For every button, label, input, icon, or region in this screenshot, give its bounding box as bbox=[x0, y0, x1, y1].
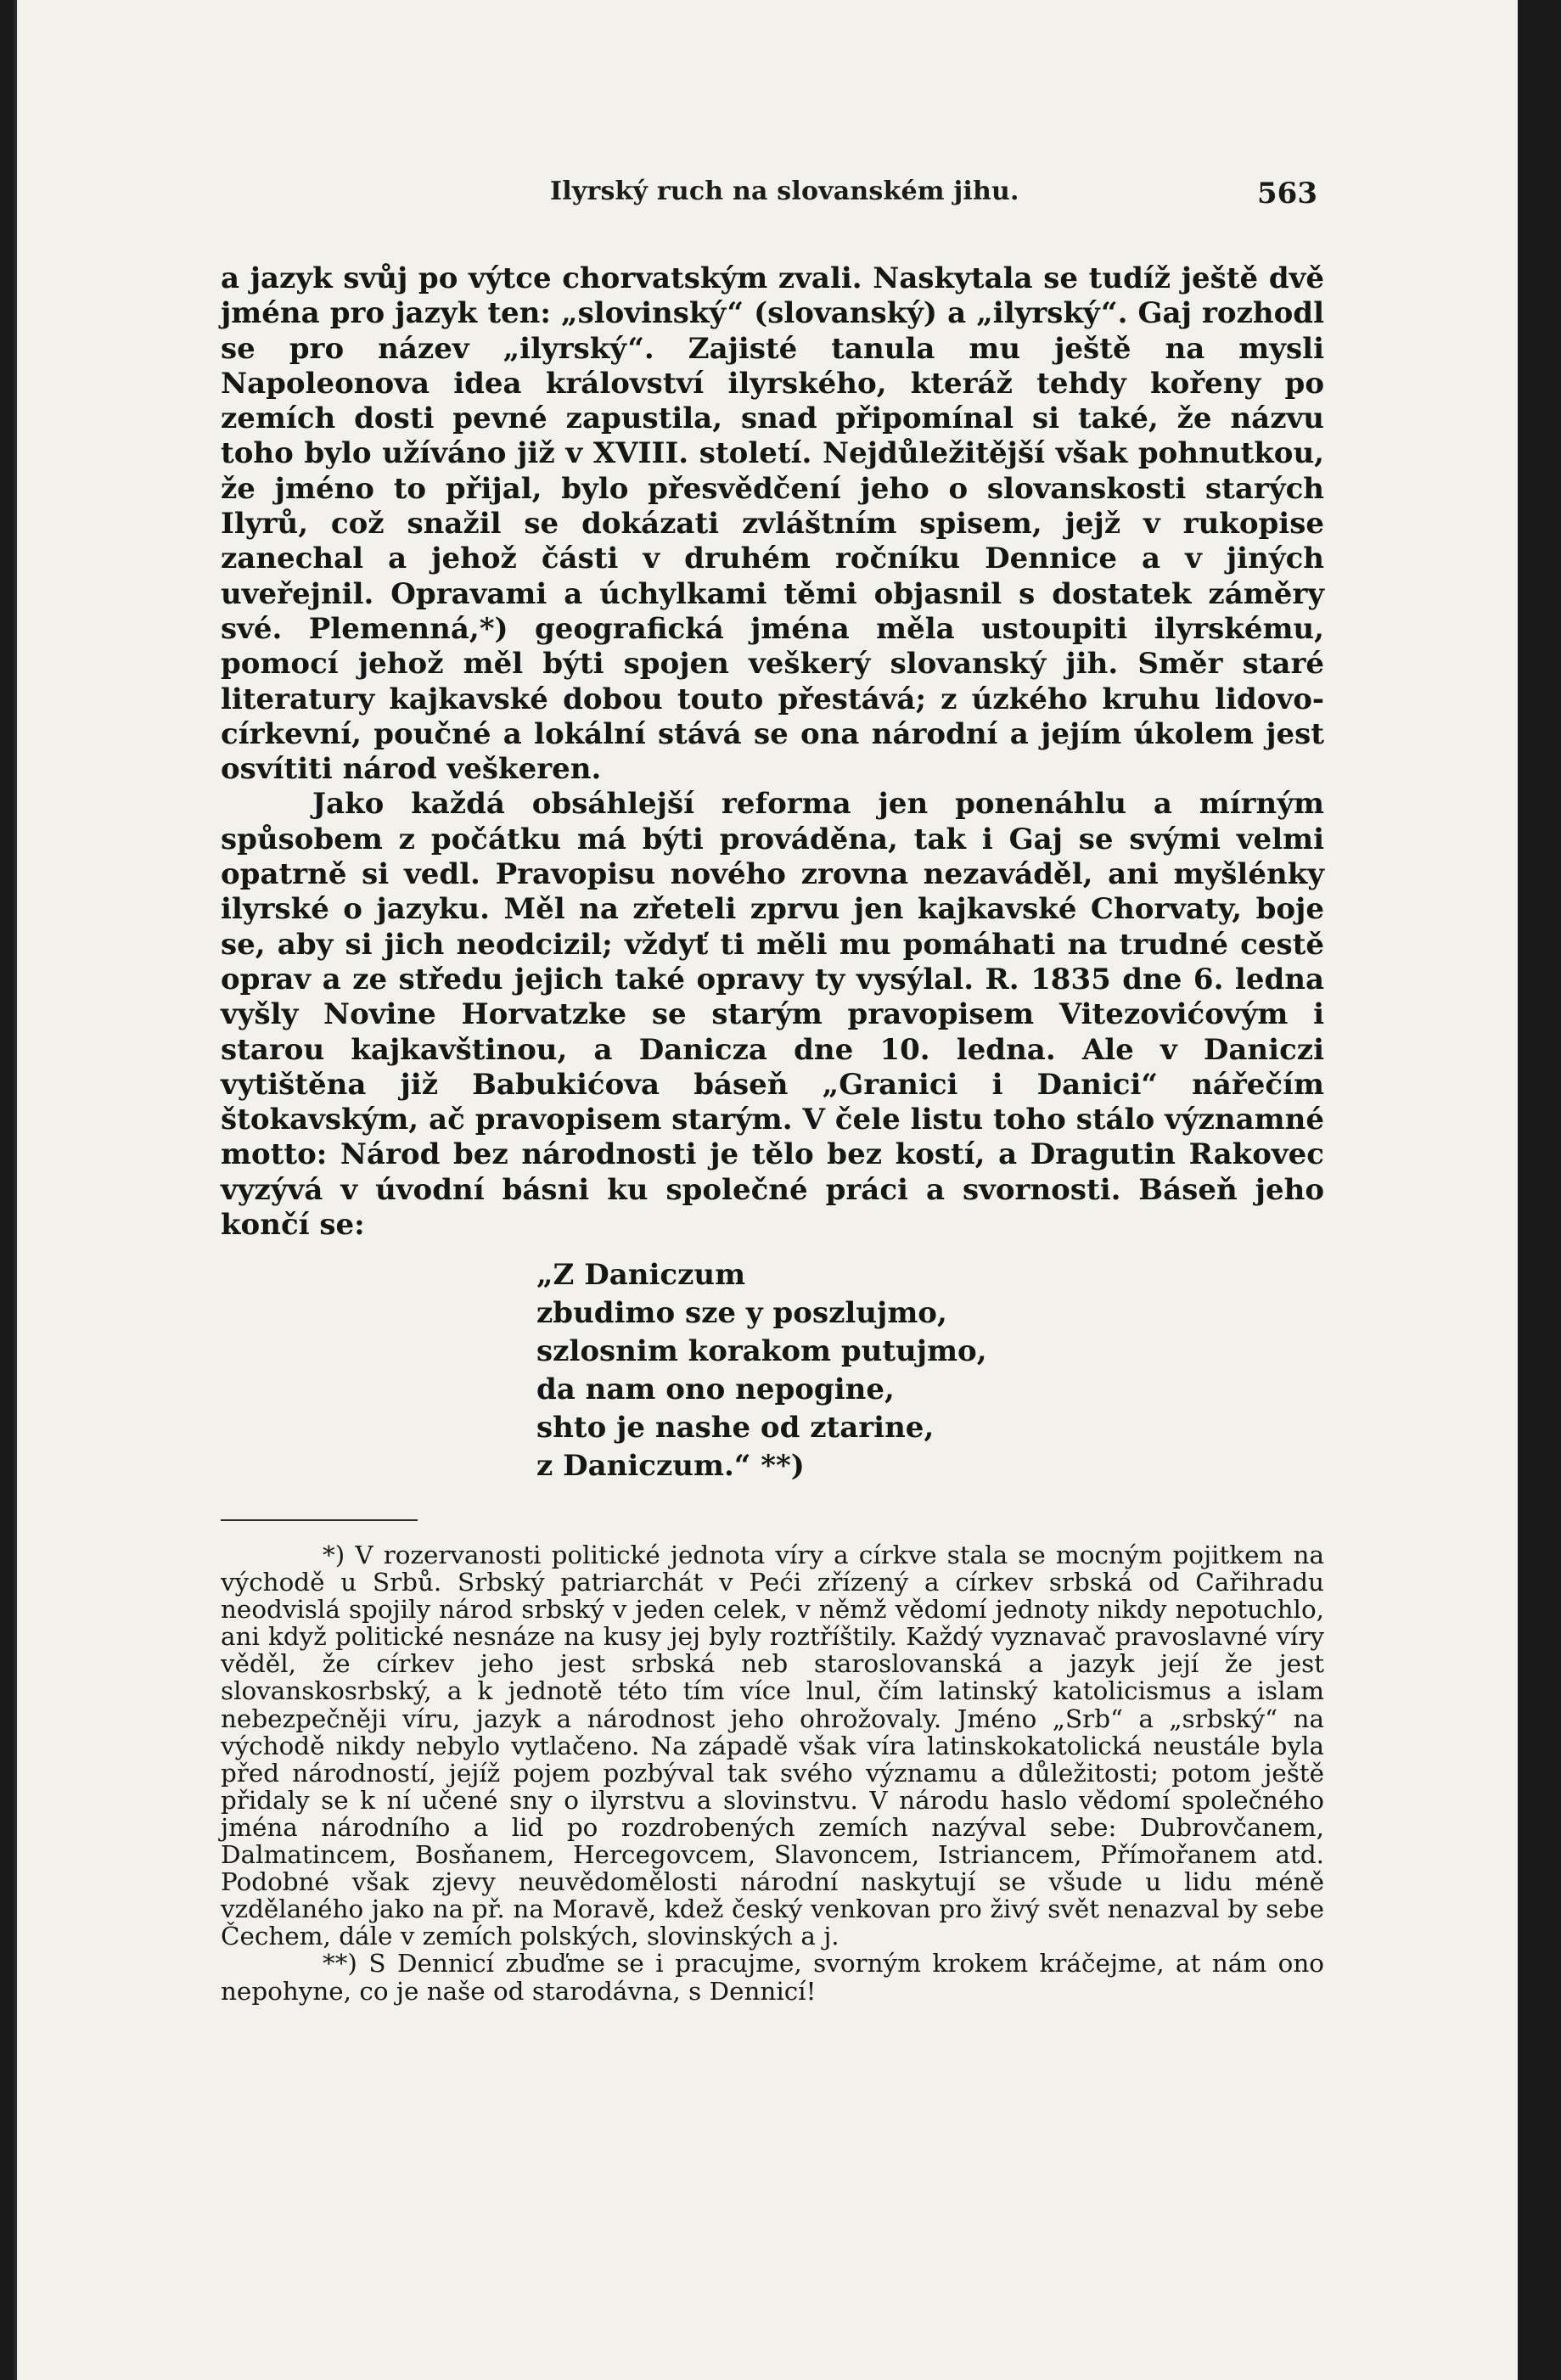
poem-line: zbudimo sze y poszlujmo, bbox=[536, 1296, 947, 1330]
main-text bbox=[221, 261, 1324, 1243]
poem-line: da nam ono nepogine, bbox=[536, 1372, 895, 1406]
poem-line: „Z Daniczum bbox=[536, 1258, 746, 1292]
poem-line: z Daniczum.“ **) bbox=[536, 1449, 805, 1483]
paragraph: Jako každá obsáhlejší reforma jen ponenáhlu a mírným spůsobem z počátku má býti prováděna, tak i Gaj se svými velmi opatrně si vedl. Pravopisu nového zrovna nezaváděl, ani myšlénky ilyrské o jazyku. Měl na zřeteli zprvu jen kajkavské Chorvaty, boje se, aby si jich neodcizil; vždyť ti měli mu pomáhati na trudné cestě oprav a ze středu jejich také opravy ty vysýlal. R. 1835 dne 6. ledna vyšly Novine Horvatzke se starým pravopisem Vitezovićovým i starou kajkavštinou, a Danicza dne 10. ledna. Ale v Daniczi vytištěna již Babukićova báseň „Granici i Danici“ nářečím štokavským, ač pravopisem starým. V čele listu toho stálo významné motto: Národ bez národnosti je tělo bez kostí, a Dragutin Rakovec vyzývá v úvodní básni ku společné práci a svornosti. Báseň jeho končí se: bbox=[221, 787, 1324, 1243]
footnote: *) V rozervanosti politické jednota víry a církve stala se mocným pojitkem na východě u Srbů. Srbský patriarchát v Peći zřízený a církev srbská od Cařihradu neodvislá spojily národ srbský v jeden celek, v němž vědomí jednoty nikdy nepotuchlo, ani když politické nesnáze na kusy jej byly roztříštily. Každý vyznavač pravoslavné víry věděl, že církev jeho jest srbská neb staroslovanská a jazyk její že jest slovanskosrbský, a k jednotě této tím více lnul, čím latinský katolicismus a islam nebezpečněji víru, jazyk a národnost jeho ohrožovaly. Jméno „Srb“ a „srbský“ na východě nikdy nebylo vytlačeno. Na západě však víra latinskokatolická neustále byla před národností, jejíž pojem pozbýval tak svého významu a důležitosti; potom ještě přidaly se k ní učené sny o ilyrstvu a slovinstvu. V národu haslo vědomí společného jména národního a lid po rozdrobených zemích nazýval sebe: Dubrovčanem, Dalmatincem, Bosňanem, Hercegovcem, Slavoncem, Istriancem, Přímořanem atd. Podobné však zjevy neuvědomělosti národní naskytují se všude u lidu méně vzdělaného jako na př. na Moravě, kdež český venkovan pro živý svět nenazval by sebe Čechem, dále v zemích polských, slovinských a j. bbox=[221, 1541, 1324, 1951]
paragraph: a jazyk svůj po výtce chorvatským zvali. Naskytala se tudíž ještě dvě jména pro jazyk ten: „slovinský“ (slovanský) a „ilyrský“. Gaj rozhodl se pro název „ilyrský“. Zajisté tanula mu ještě na mysli Napoleonova idea království ilyrského, kteráž tehdy kořeny po zemích dosti pevné zapustila, snad připomínal si také, že názvu toho bylo užíváno již v XVIII. století. Nejdůležitější však pohnutkou, že jméno to přijal, bylo přesvědčení jeho o slovanskosti starých Ilyrů, což snažil se dokázati zvláštním spisem, jejž v rukopise zanechal a jehož části v druhém ročníku Dennice a v jiných uveřejnil. Opravami a úchylkami těmi objasnil s dostatek záměry své. Plemenná,*) geografická jména měla ustoupiti ilyrskému, pomocí jehož měl býti spojen veškerý slovanský jih. Směr staré literatury kajkavské dobou touto přestává; z úzkého kruhu lidovo-církevní, poučné a lokální stává se ona národní a jejím úkolem jest osvítiti národ veškeren. bbox=[221, 261, 1324, 787]
poem-line: shto je nashe od ztarine, bbox=[536, 1411, 935, 1445]
book-page bbox=[14, 0, 1518, 2380]
page-number: 563 bbox=[1257, 177, 1317, 210]
running-head: Ilyrský ruch na slovanském jihu. bbox=[550, 177, 1019, 206]
page-header bbox=[17, 177, 1518, 219]
poem-quote bbox=[536, 1256, 987, 1485]
footnote-divider bbox=[221, 1519, 418, 1521]
footnotes bbox=[221, 1541, 1324, 2005]
poem-line: szlosnim korakom putujmo, bbox=[536, 1334, 987, 1368]
footnote: **) S Dennicí zbuďme se i pracujme, svorným krokem kráčejme, at nám ono nepohyne, co je naše od starodávna, s Dennicí! bbox=[221, 1949, 1324, 2006]
